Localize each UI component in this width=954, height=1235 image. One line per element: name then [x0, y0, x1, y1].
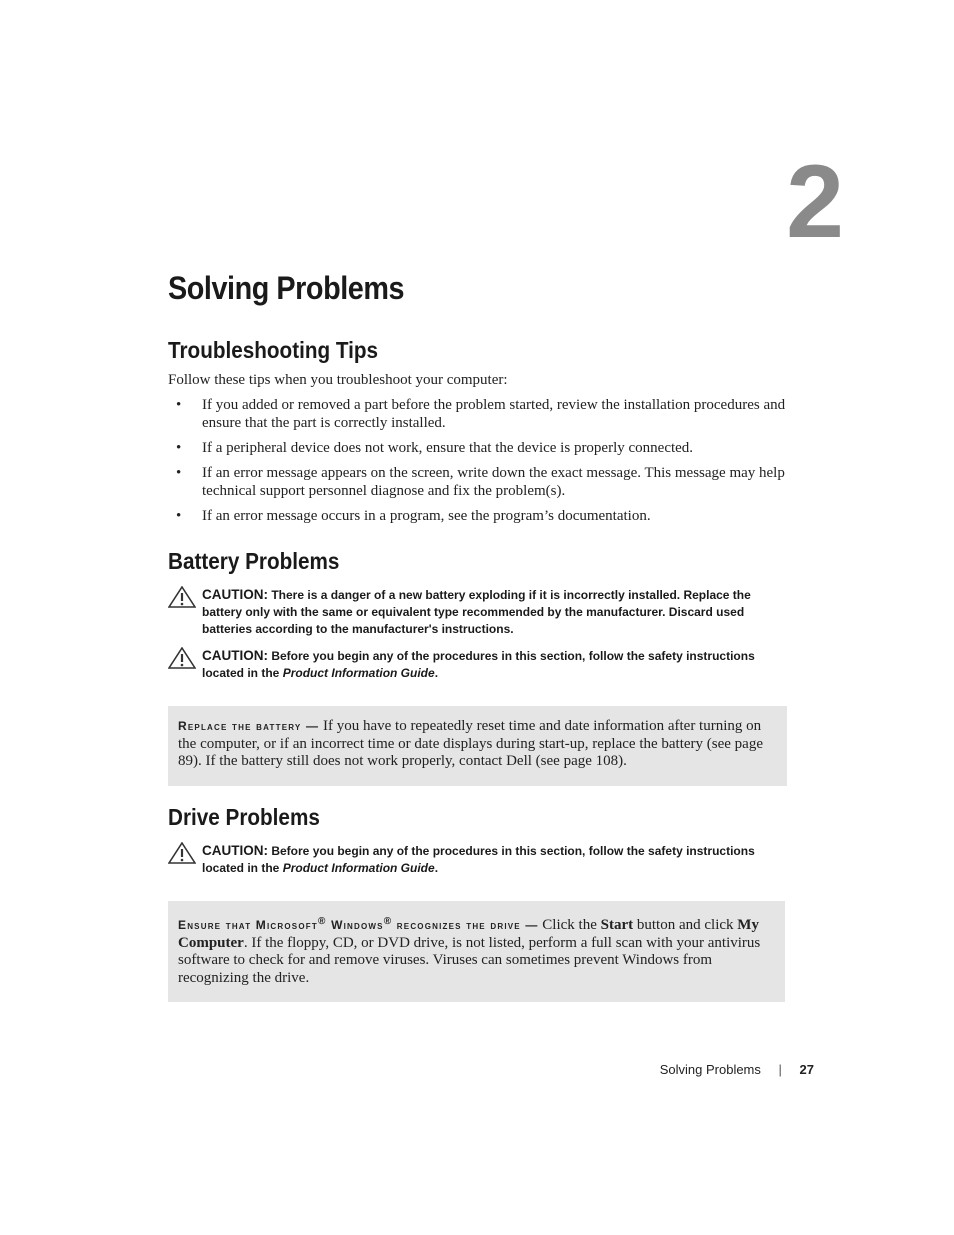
replace-battery-text: If you have to repeatedly reset time and date information after turning on the computer, or if an incorrect time or date displays during start-up, replace the battery (see page 89). If the battery still does not work properly, contact Dell (see page 108).: [178, 718, 763, 769]
bullet-icon: •: [176, 440, 182, 456]
registered-mark: ®: [317, 916, 327, 927]
footer-section: Solving Problems: [659, 1062, 761, 1077]
ensure-text-1: Click the: [542, 917, 601, 933]
replace-battery-box: [168, 706, 787, 786]
caution-text-end: .: [434, 861, 439, 875]
caution-body: [202, 647, 768, 682]
troubleshooting-intro: Follow these tips when you troubleshoot your computer:: [168, 372, 508, 388]
list-item: [168, 396, 788, 432]
title-part-microsoft: Ensure that Microsoft: [178, 918, 318, 932]
caution-body: [202, 842, 768, 877]
ensure-text-3: . If the floppy, CD, or DVD drive, is not listed, perform a full scan with your antivirus software to check for and remove viruses. Viruses can sometimes prevent Windows from recognizing the drive.: [178, 934, 761, 986]
warning-icon: [168, 842, 196, 864]
list-item: [168, 439, 788, 457]
tips-list: [168, 396, 788, 532]
bullet-icon: •: [176, 397, 182, 413]
page-number: 27: [799, 1062, 814, 1077]
caution-label: CAUTION:: [202, 587, 268, 602]
title-part-windows: Windows: [326, 918, 384, 932]
caution-text-end: .: [434, 666, 439, 680]
list-item: [168, 507, 788, 525]
bullet-icon: •: [176, 508, 182, 524]
battery-caution-2: [168, 647, 768, 682]
ensure-drive-box: [168, 901, 785, 1002]
list-item: [168, 464, 788, 500]
warning-icon: [168, 586, 196, 608]
caution-text: Before you begin any of the procedures in this section, follow the safety instructions located in the: [202, 649, 755, 680]
tip-text: If a peripheral device does not work, ensure that the device is properly connected.: [202, 440, 694, 456]
caution-body: [202, 586, 768, 638]
footer-separator: |: [778, 1062, 782, 1077]
start-reference: Start: [600, 917, 634, 933]
chapter-number: 2: [786, 144, 844, 260]
guide-reference: Product Information Guide: [282, 861, 435, 875]
ensure-drive-title: [178, 918, 539, 932]
drive-heading: Drive Problems: [168, 804, 320, 830]
troubleshooting-heading: Troubleshooting Tips: [168, 337, 379, 363]
registered-mark: ®: [383, 916, 393, 927]
ensure-text-2: button and click: [633, 917, 738, 933]
my-computer-reference: My Computer: [178, 917, 759, 951]
title-part-recognizes: recognizes the drive —: [392, 918, 539, 932]
page-footer: [600, 1062, 814, 1077]
tip-text: If you added or removed a part before the problem started, review the installation procedures and ensure that the part is correctly installed.: [202, 397, 786, 431]
caution-text: There is a danger of a new battery exploding if it is incorrectly installed. Replace the battery only with the same or equivalent type recommended by the manufacturer. Discard used batteries according to the manufacturer's instructions.: [202, 588, 751, 636]
battery-heading: Battery Problems: [168, 548, 340, 574]
tip-text: If an error message occurs in a program, see the program’s documentation.: [202, 508, 651, 524]
drive-caution: [168, 842, 768, 877]
tip-text: If an error message appears on the screen, write down the exact message. This message may help technical support personnel diagnose and fix the problem(s).: [202, 465, 785, 499]
bullet-icon: •: [176, 465, 182, 481]
caution-label: CAUTION:: [202, 843, 268, 858]
caution-label: CAUTION:: [202, 648, 268, 663]
battery-caution-1: [168, 586, 768, 638]
warning-icon: [168, 647, 196, 669]
page-title: Solving Problems: [168, 270, 405, 306]
guide-reference: Product Information Guide: [282, 666, 435, 680]
caution-text: Before you begin any of the procedures in this section, follow the safety instructions located in the: [202, 844, 755, 875]
replace-battery-title: Replace the battery —: [178, 719, 320, 733]
